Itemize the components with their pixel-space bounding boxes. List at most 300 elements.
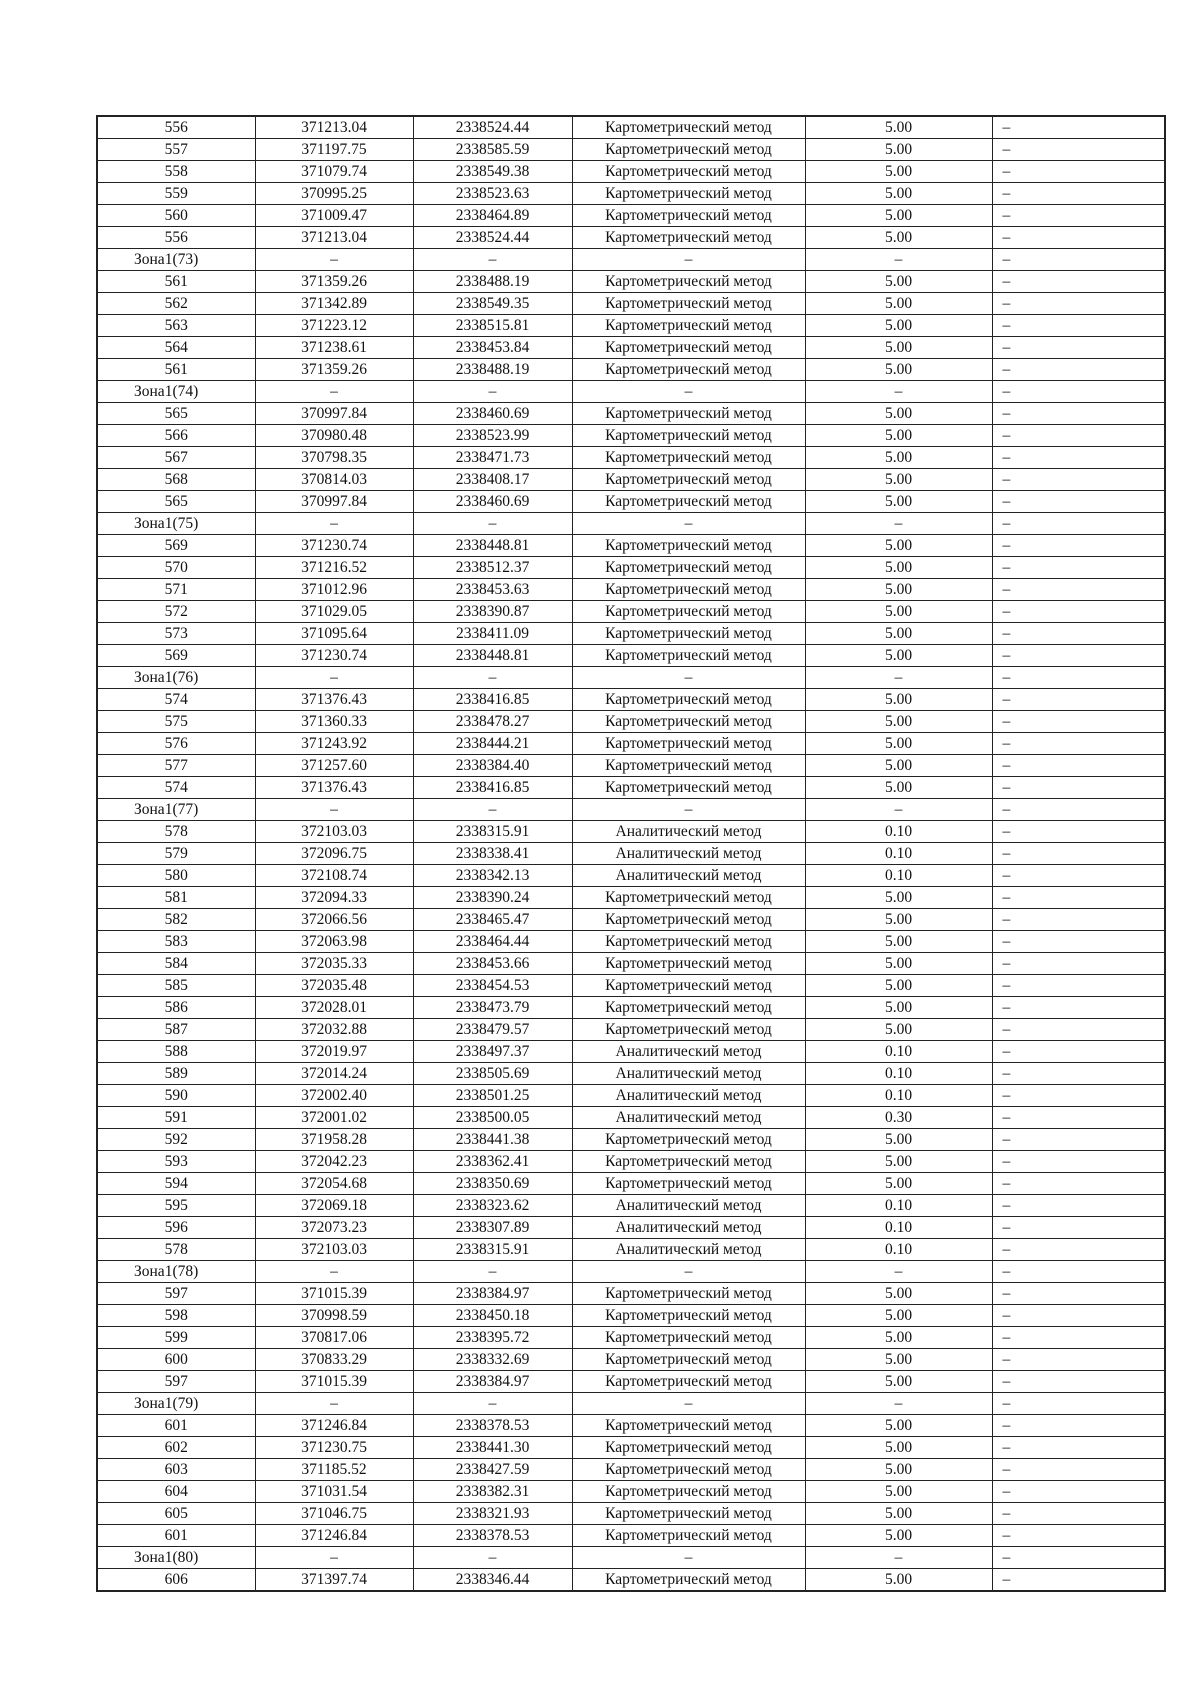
y-coordinate-cell: 2338450.18 [413,1305,572,1327]
accuracy-cell: 0.10 [805,821,992,843]
description-cell: – [992,161,1165,183]
table-row [97,733,1165,755]
table-row [97,689,1165,711]
accuracy-cell: 5.00 [805,139,992,161]
point-number-cell: 591 [97,1107,255,1129]
point-number-cell: 579 [97,843,255,865]
accuracy-cell: 5.00 [805,403,992,425]
x-coordinate-cell: 371031.54 [255,1481,413,1503]
table-row [97,1349,1165,1371]
accuracy-cell: 5.00 [805,953,992,975]
point-number-cell: 561 [97,359,255,381]
y-coordinate-cell: 2338350.69 [413,1173,572,1195]
method-cell: Картометрический метод [572,645,805,667]
y-coordinate-cell: 2338378.53 [413,1525,572,1547]
accuracy-cell: 5.00 [805,1283,992,1305]
table-row [97,1195,1165,1217]
method-cell: Картометрический метод [572,1327,805,1349]
y-coordinate-cell: 2338395.72 [413,1327,572,1349]
table-row [97,116,1165,139]
table-row [97,1151,1165,1173]
method-cell: Картометрический метод [572,1481,805,1503]
point-number-cell: 569 [97,645,255,667]
y-coordinate-cell: 2338523.99 [413,425,572,447]
description-cell: – [992,1173,1165,1195]
y-coordinate-cell: 2338464.89 [413,205,572,227]
y-coordinate-cell: 2338471.73 [413,447,572,469]
accuracy-cell: 5.00 [805,1569,992,1592]
description-cell: – [992,777,1165,799]
zone-label-cell: Зона1(80) [97,1547,255,1569]
method-cell: Картометрический метод [572,1305,805,1327]
method-cell: – [572,249,805,271]
x-coordinate-cell: 372073.23 [255,1217,413,1239]
method-cell: Аналитический метод [572,821,805,843]
point-number-cell: 578 [97,821,255,843]
x-coordinate-cell: 371029.05 [255,601,413,623]
x-coordinate-cell: 371246.84 [255,1525,413,1547]
point-number-cell: 595 [97,1195,255,1217]
table-row [97,821,1165,843]
accuracy-cell: 5.00 [805,425,992,447]
method-cell: – [572,1261,805,1283]
accuracy-cell: 5.00 [805,337,992,359]
method-cell: Картометрический метод [572,293,805,315]
point-number-cell: 596 [97,1217,255,1239]
x-coordinate-cell: 372014.24 [255,1063,413,1085]
method-cell: Картометрический метод [572,139,805,161]
table-row [97,623,1165,645]
y-coordinate-cell: 2338315.91 [413,1239,572,1261]
y-coordinate-cell: 2338460.69 [413,491,572,513]
table-row [97,579,1165,601]
point-number-cell: 600 [97,1349,255,1371]
x-coordinate-cell: 371015.39 [255,1283,413,1305]
description-cell: – [992,1415,1165,1437]
zone-header-row [97,799,1165,821]
point-number-cell: 571 [97,579,255,601]
method-cell: Картометрический метод [572,1173,805,1195]
accuracy-cell: 5.00 [805,733,992,755]
description-cell: – [992,1063,1165,1085]
method-cell: – [572,667,805,689]
accuracy-cell: 5.00 [805,205,992,227]
zone-header-row [97,513,1165,535]
y-coordinate-cell: 2338362.41 [413,1151,572,1173]
x-coordinate-cell: 371342.89 [255,293,413,315]
y-coordinate-cell: 2338515.81 [413,315,572,337]
method-cell: Картометрический метод [572,997,805,1019]
method-cell: Картометрический метод [572,1503,805,1525]
table-row [97,1129,1165,1151]
description-cell: – [992,447,1165,469]
accuracy-cell: 0.10 [805,1085,992,1107]
accuracy-cell: 5.00 [805,491,992,513]
table-row [97,601,1165,623]
y-coordinate-cell: 2338332.69 [413,1349,572,1371]
zone-header-row [97,667,1165,689]
table-row [97,1415,1165,1437]
method-cell: Картометрический метод [572,557,805,579]
table-row [97,1063,1165,1085]
x-coordinate-cell: – [255,249,413,271]
description-cell: – [992,711,1165,733]
method-cell: Картометрический метод [572,425,805,447]
y-coordinate-cell: 2338384.97 [413,1371,572,1393]
y-coordinate-cell: 2338378.53 [413,1415,572,1437]
point-number-cell: 565 [97,491,255,513]
accuracy-cell: 5.00 [805,909,992,931]
y-coordinate-cell: 2338453.63 [413,579,572,601]
description-cell: – [992,689,1165,711]
table-row [97,865,1165,887]
accuracy-cell: 5.00 [805,315,992,337]
point-number-cell: 597 [97,1371,255,1393]
method-cell: Картометрический метод [572,271,805,293]
accuracy-cell: 5.00 [805,447,992,469]
accuracy-cell: 5.00 [805,1173,992,1195]
table-row [97,1481,1165,1503]
method-cell: Картометрический метод [572,733,805,755]
point-number-cell: 574 [97,777,255,799]
description-cell: – [992,513,1165,535]
x-coordinate-cell: 370995.25 [255,183,413,205]
point-number-cell: 590 [97,1085,255,1107]
table-row [97,1085,1165,1107]
y-coordinate-cell: 2338384.40 [413,755,572,777]
accuracy-cell: 5.00 [805,293,992,315]
y-coordinate-cell: 2338479.57 [413,1019,572,1041]
table-row [97,227,1165,249]
method-cell: Картометрический метод [572,711,805,733]
description-cell: – [992,1547,1165,1569]
method-cell: – [572,513,805,535]
description-cell: – [992,887,1165,909]
table-row [97,293,1165,315]
description-cell: – [992,755,1165,777]
accuracy-cell: – [805,1261,992,1283]
description-cell: – [992,337,1165,359]
point-number-cell: 561 [97,271,255,293]
y-coordinate-cell: – [413,381,572,403]
x-coordinate-cell: 372019.97 [255,1041,413,1063]
accuracy-cell: – [805,381,992,403]
accuracy-cell: – [805,799,992,821]
x-coordinate-cell: 371046.75 [255,1503,413,1525]
x-coordinate-cell: 372108.74 [255,865,413,887]
accuracy-cell: – [805,1547,992,1569]
x-coordinate-cell: 372035.48 [255,975,413,997]
x-coordinate-cell: 370997.84 [255,403,413,425]
point-number-cell: 572 [97,601,255,623]
method-cell: Аналитический метод [572,1195,805,1217]
y-coordinate-cell: 2338338.41 [413,843,572,865]
y-coordinate-cell: 2338390.87 [413,601,572,623]
y-coordinate-cell: 2338549.35 [413,293,572,315]
table-row [97,183,1165,205]
table-row [97,1437,1165,1459]
y-coordinate-cell: – [413,1547,572,1569]
point-number-cell: 574 [97,689,255,711]
method-cell: – [572,381,805,403]
accuracy-cell: – [805,667,992,689]
point-number-cell: 594 [97,1173,255,1195]
x-coordinate-cell: 372032.88 [255,1019,413,1041]
accuracy-cell: 5.00 [805,645,992,667]
accuracy-cell: 5.00 [805,227,992,249]
table-row [97,315,1165,337]
y-coordinate-cell: 2338390.24 [413,887,572,909]
accuracy-cell: 5.00 [805,755,992,777]
description-cell: – [992,249,1165,271]
point-number-cell: 598 [97,1305,255,1327]
accuracy-cell: 0.30 [805,1107,992,1129]
description-cell: – [992,1569,1165,1592]
table-row [97,1239,1165,1261]
table-row [97,953,1165,975]
method-cell: Картометрический метод [572,1019,805,1041]
accuracy-cell: 5.00 [805,1129,992,1151]
y-coordinate-cell: 2338501.25 [413,1085,572,1107]
point-number-cell: 589 [97,1063,255,1085]
accuracy-cell: 5.00 [805,469,992,491]
point-number-cell: 603 [97,1459,255,1481]
method-cell: Картометрический метод [572,205,805,227]
x-coordinate-cell: 372103.03 [255,1239,413,1261]
table-row [97,1283,1165,1305]
description-cell: – [992,1019,1165,1041]
point-number-cell: 604 [97,1481,255,1503]
accuracy-cell: 0.10 [805,843,992,865]
y-coordinate-cell: 2338408.17 [413,469,572,491]
x-coordinate-cell: 372094.33 [255,887,413,909]
accuracy-cell: 0.10 [805,1041,992,1063]
table-row [97,755,1165,777]
accuracy-cell: 5.00 [805,711,992,733]
x-coordinate-cell: 371376.43 [255,777,413,799]
table-row [97,403,1165,425]
x-coordinate-cell: 371359.26 [255,271,413,293]
point-number-cell: 601 [97,1525,255,1547]
table-row [97,843,1165,865]
description-cell: – [992,1393,1165,1415]
accuracy-cell: 5.00 [805,1459,992,1481]
x-coordinate-cell: 371958.28 [255,1129,413,1151]
point-number-cell: 584 [97,953,255,975]
table-row [97,1107,1165,1129]
x-coordinate-cell: 371238.61 [255,337,413,359]
zone-label-cell: Зона1(73) [97,249,255,271]
y-coordinate-cell: 2338444.21 [413,733,572,755]
accuracy-cell: 5.00 [805,975,992,997]
table-row [97,535,1165,557]
method-cell: Картометрический метод [572,469,805,491]
accuracy-cell: 5.00 [805,183,992,205]
y-coordinate-cell: – [413,1393,572,1415]
method-cell: Картометрический метод [572,183,805,205]
description-cell: – [992,733,1165,755]
method-cell: Картометрический метод [572,1525,805,1547]
description-cell: – [992,1217,1165,1239]
accuracy-cell: 5.00 [805,1481,992,1503]
description-cell: – [992,1129,1165,1151]
description-cell: – [992,1261,1165,1283]
y-coordinate-cell: 2338505.69 [413,1063,572,1085]
y-coordinate-cell: 2338384.97 [413,1283,572,1305]
y-coordinate-cell: – [413,799,572,821]
table-row [97,447,1165,469]
description-cell: – [992,975,1165,997]
y-coordinate-cell: 2338382.31 [413,1481,572,1503]
method-cell: Аналитический метод [572,1085,805,1107]
point-number-cell: 556 [97,116,255,139]
table-row [97,1569,1165,1592]
x-coordinate-cell: 372063.98 [255,931,413,953]
x-coordinate-cell: 370817.06 [255,1327,413,1349]
x-coordinate-cell: 371015.39 [255,1371,413,1393]
description-cell: – [992,645,1165,667]
accuracy-cell: – [805,249,992,271]
zone-header-row [97,381,1165,403]
accuracy-cell: 0.10 [805,1195,992,1217]
description-cell: – [992,1525,1165,1547]
table-row [97,1503,1165,1525]
method-cell: – [572,1547,805,1569]
description-cell: – [992,1481,1165,1503]
y-coordinate-cell: – [413,513,572,535]
table-row [97,975,1165,997]
document-page [96,115,1164,1592]
table-row [97,271,1165,293]
y-coordinate-cell: 2338307.89 [413,1217,572,1239]
method-cell: Картометрический метод [572,116,805,139]
x-coordinate-cell: 371213.04 [255,116,413,139]
description-cell: – [992,1349,1165,1371]
method-cell: Картометрический метод [572,1437,805,1459]
y-coordinate-cell: 2338453.84 [413,337,572,359]
description-cell: – [992,601,1165,623]
method-cell: Картометрический метод [572,1129,805,1151]
zone-label-cell: Зона1(79) [97,1393,255,1415]
y-coordinate-cell: 2338473.79 [413,997,572,1019]
table-row [97,161,1165,183]
y-coordinate-cell: 2338454.53 [413,975,572,997]
description-cell: – [992,359,1165,381]
table-row [97,997,1165,1019]
x-coordinate-cell: 371360.33 [255,711,413,733]
table-row [97,1217,1165,1239]
y-coordinate-cell: 2338346.44 [413,1569,572,1592]
y-coordinate-cell: 2338427.59 [413,1459,572,1481]
method-cell: Картометрический метод [572,491,805,513]
accuracy-cell: 5.00 [805,601,992,623]
description-cell: – [992,1371,1165,1393]
zone-header-row [97,1547,1165,1569]
y-coordinate-cell: 2338441.38 [413,1129,572,1151]
table-row [97,1019,1165,1041]
description-cell: – [992,1437,1165,1459]
x-coordinate-cell: 371012.96 [255,579,413,601]
point-number-cell: 582 [97,909,255,931]
description-cell: – [992,1107,1165,1129]
point-number-cell: 568 [97,469,255,491]
x-coordinate-cell: 371246.84 [255,1415,413,1437]
x-coordinate-cell: 371216.52 [255,557,413,579]
x-coordinate-cell: 370998.59 [255,1305,413,1327]
description-cell: – [992,535,1165,557]
point-number-cell: 581 [97,887,255,909]
table-row [97,337,1165,359]
point-number-cell: 558 [97,161,255,183]
method-cell: Картометрический метод [572,931,805,953]
table-row [97,645,1165,667]
point-number-cell: 557 [97,139,255,161]
point-number-cell: 587 [97,1019,255,1041]
accuracy-cell: 5.00 [805,579,992,601]
zone-label-cell: Зона1(78) [97,1261,255,1283]
description-cell: – [992,227,1165,249]
method-cell: Картометрический метод [572,755,805,777]
accuracy-cell: 5.00 [805,1349,992,1371]
accuracy-cell: 5.00 [805,1019,992,1041]
point-number-cell: 562 [97,293,255,315]
point-number-cell: 593 [97,1151,255,1173]
y-coordinate-cell: 2338411.09 [413,623,572,645]
y-coordinate-cell: 2338321.93 [413,1503,572,1525]
x-coordinate-cell: – [255,381,413,403]
accuracy-cell: 5.00 [805,777,992,799]
y-coordinate-cell: 2338488.19 [413,359,572,381]
description-cell: – [992,579,1165,601]
y-coordinate-cell: 2338315.91 [413,821,572,843]
description-cell: – [992,997,1165,1019]
point-number-cell: 577 [97,755,255,777]
x-coordinate-cell: 371376.43 [255,689,413,711]
point-number-cell: 606 [97,1569,255,1592]
table-row [97,777,1165,799]
accuracy-cell: 5.00 [805,997,992,1019]
accuracy-cell: 5.00 [805,1437,992,1459]
table-row [97,491,1165,513]
y-coordinate-cell: 2338453.66 [413,953,572,975]
method-cell: Картометрический метод [572,1151,805,1173]
accuracy-cell: – [805,513,992,535]
x-coordinate-cell: – [255,1393,413,1415]
method-cell: Картометрический метод [572,601,805,623]
method-cell: Картометрический метод [572,1371,805,1393]
method-cell: Картометрический метод [572,579,805,601]
method-cell: Картометрический метод [572,535,805,557]
description-cell: – [992,1239,1165,1261]
y-coordinate-cell: – [413,667,572,689]
method-cell: Картометрический метод [572,315,805,337]
method-cell: Аналитический метод [572,843,805,865]
description-cell: – [992,799,1165,821]
method-cell: Аналитический метод [572,1041,805,1063]
x-coordinate-cell: 371223.12 [255,315,413,337]
description-cell: – [992,403,1165,425]
point-number-cell: 566 [97,425,255,447]
x-coordinate-cell: – [255,1547,413,1569]
accuracy-cell: 5.00 [805,1415,992,1437]
description-cell: – [992,953,1165,975]
table-row [97,931,1165,953]
method-cell: Картометрический метод [572,689,805,711]
table-row [97,909,1165,931]
x-coordinate-cell: 371230.75 [255,1437,413,1459]
y-coordinate-cell: 2338497.37 [413,1041,572,1063]
point-number-cell: 588 [97,1041,255,1063]
